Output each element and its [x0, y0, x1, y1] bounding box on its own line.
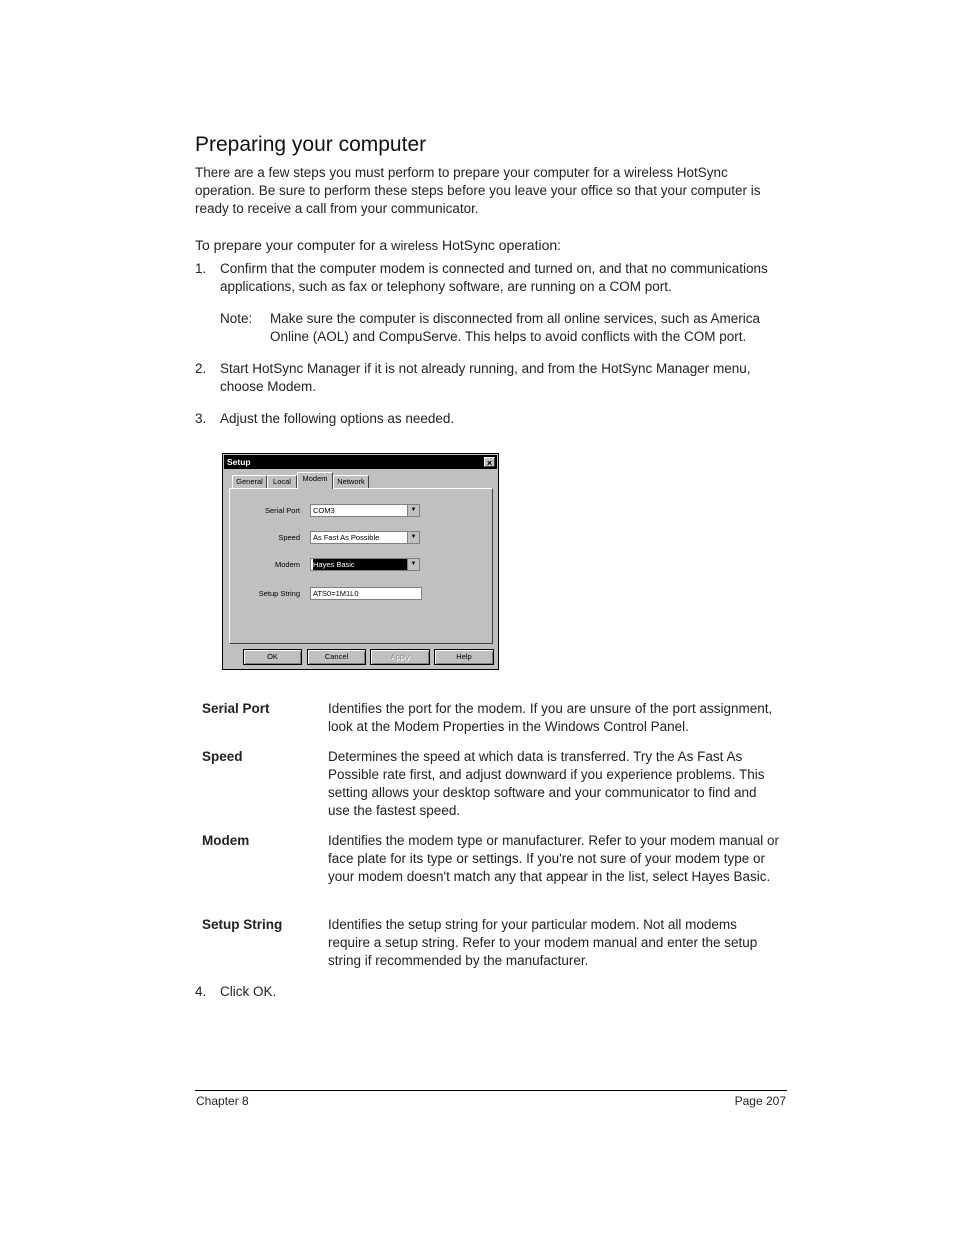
dialog-title-bar — [224, 455, 497, 469]
apply-button[interactable]: Apply — [370, 649, 430, 665]
definition-desc: Identifies the modem type or manufacturer. Refer to your modem manual or face plate for its type or settings. If you're not sure of your modem type or your modem doesn't match any that appear in the list, select Hayes Basic. — [328, 833, 779, 884]
tab-general[interactable]: General — [232, 475, 267, 488]
modem-panel — [229, 488, 493, 644]
close-icon[interactable]: × — [484, 457, 495, 467]
note-label: Note: — [220, 311, 253, 326]
procedure-title-part-a: To prepare your computer for a — [195, 237, 392, 253]
page-title: Preparing your computer — [195, 133, 427, 156]
setup-dialog — [222, 453, 499, 670]
step-text: Start HotSync Manager if it is not already running, and from the HotSync Manager menu, choose Modem. — [220, 361, 751, 394]
definition-term: Setup String — [202, 917, 283, 932]
procedure-title — [195, 237, 561, 253]
setup-string-value: ATS0=1M1L0 — [313, 589, 359, 598]
step-text: Confirm that the computer modem is connected and turned on, and that no communications applications, such as fax or telephony software, are running on a COM port. — [220, 261, 768, 294]
footer-chapter: Chapter 8 — [196, 1094, 249, 1108]
speed-label: Speed — [278, 533, 300, 542]
chevron-down-icon[interactable]: ▼ — [407, 505, 419, 516]
intro-paragraph: There are a few steps you must perform to prepare your computer for a wireless HotSync operation. Be sure to perform these steps before you leave your office so that your computer is ready to receive a call from your communicator. — [195, 165, 761, 216]
definition-desc: Determines the speed at which data is transferred. Try the As Fast As Possible rate first, and adjust downward if you experience problems. This setting allows your desktop software and your communicator to find and use the fastest speed. — [328, 749, 765, 818]
dialog-title: Setup — [227, 457, 251, 467]
definition-term: Modem — [202, 833, 250, 848]
footer-page: Page 207 — [734, 1094, 786, 1108]
step-number: 3. — [195, 411, 207, 426]
setup-string-input[interactable] — [310, 587, 422, 600]
definition-term: Serial Port — [202, 701, 270, 716]
modem-label: Modem — [274, 560, 300, 569]
note-text: Make sure the computer is disconnected from all online services, such as America Online (AOL) and CompuServe. This helps to avoid conflicts with the COM port. — [270, 311, 760, 344]
definition-term: Speed — [202, 749, 243, 764]
setup-string-label: Setup String — [258, 589, 300, 598]
chevron-down-icon[interactable]: ▼ — [407, 532, 419, 543]
speed-value: As Fast As Possible — [313, 533, 380, 542]
modem-select[interactable] — [310, 558, 420, 571]
step-number: 1. — [195, 261, 207, 276]
serial-port-value: COM3 — [313, 506, 335, 515]
cancel-button[interactable]: Cancel — [307, 649, 366, 665]
tab-modem[interactable]: Modem — [297, 472, 333, 489]
footer-rule — [195, 1090, 787, 1091]
speed-select[interactable] — [310, 531, 420, 544]
procedure-title-part-b: wireless — [391, 238, 439, 253]
step-text: Click OK. — [220, 984, 277, 999]
tab-network[interactable]: Network — [333, 475, 369, 488]
step-text: Adjust the following options as needed. — [220, 411, 455, 426]
definition-desc: Identifies the port for the modem. If you are unsure of the port assignment, look at the Modem Properties in the Windows Control Panel. — [328, 701, 773, 734]
serial-port-label: Serial Port — [264, 506, 300, 515]
help-button[interactable]: Help — [434, 649, 494, 665]
ok-button[interactable]: OK — [243, 649, 302, 665]
procedure-title-part-c: HotSync operation: — [438, 237, 562, 253]
definition-desc: Identifies the setup string for your particular modem. Not all modems require a setup string. Refer to your modem manual and enter the setup string if recommended by the manufacturer. — [328, 917, 758, 968]
serial-port-select[interactable] — [310, 504, 420, 517]
step-number: 4. — [195, 984, 207, 999]
tab-local[interactable]: Local — [267, 475, 297, 488]
modem-value: Hayes Basic — [313, 559, 408, 570]
chevron-down-icon[interactable]: ▼ — [407, 559, 419, 570]
step-number: 2. — [195, 361, 207, 376]
